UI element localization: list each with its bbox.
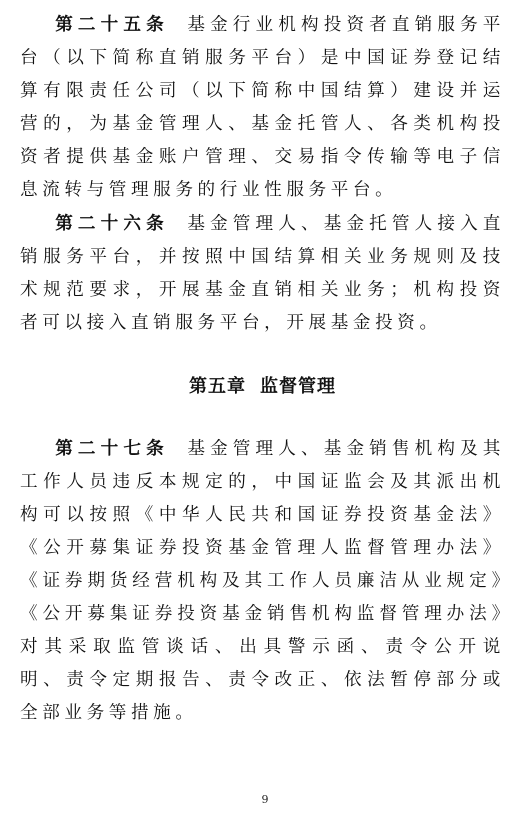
page-number: 9 [261, 793, 269, 806]
chapter-title: 监督管理 [260, 376, 336, 397]
article-27 [20, 432, 505, 730]
article-text: 基金管理人、基金销售机构及其工作人员违反本规定的，中国证监会及其派出机构可以按照《中华人民共和国证券投资基金法》《公开募集证券投资基金管理人监督管理办法》《证券期货经营机构及其工作人员廉洁从业规定》《公开募集证券投资基金销售机构监督管理办法》对其采取监管谈话、出具警示函、责令公开说明、责令定期报告、责令改正、依法暂停部分或全部业务等措施。 [20, 439, 505, 723]
article-text: 基金行业机构投资者直销服务平台（以下简称直销服务平台）是中国证券登记结算有限责任公司（以下简称中国结算）建设并运营的，为基金管理人、基金托管人、各类机构投资者提供基金账户管理、交易指令传输等电子信息流转与管理服务的行业性服务平台。 [20, 15, 505, 200]
document-page [20, 8, 505, 730]
chapter-number: 第五章 [189, 376, 246, 397]
article-text: 基金管理人、基金托管人接入直销服务平台，并按照中国结算相关业务规则及技术规范要求，开展基金直销相关业务；机构投资者可以接入直销服务平台，开展基金投资。 [20, 214, 505, 333]
article-number: 第二十五条 [55, 14, 169, 35]
article-26 [20, 207, 505, 340]
article-number: 第二十七条 [55, 438, 169, 459]
article-number: 第二十六条 [55, 213, 169, 234]
article-25 [20, 8, 505, 207]
chapter-heading [20, 370, 505, 403]
